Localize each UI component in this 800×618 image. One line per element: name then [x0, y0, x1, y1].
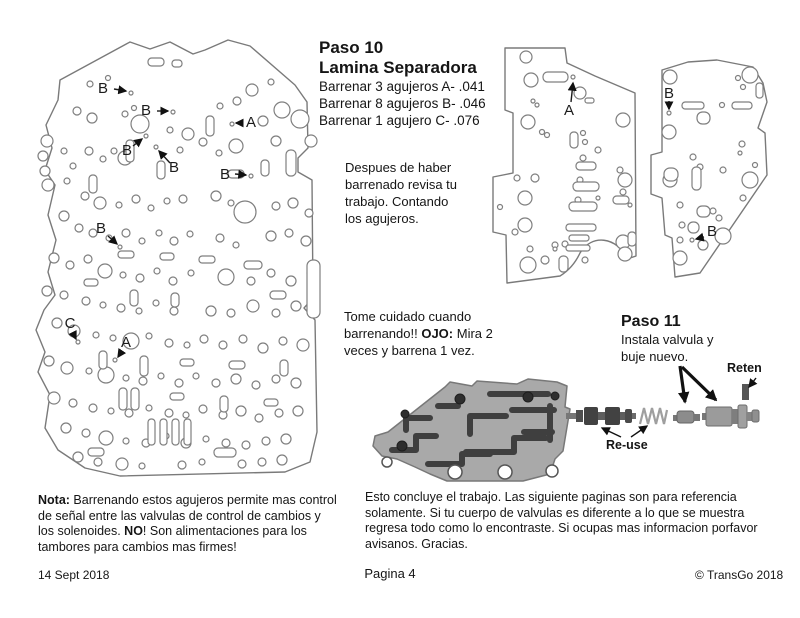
- nota-line4: tambores para cambios mas firmes!: [38, 539, 237, 554]
- callout-letter-C: C: [64, 315, 76, 332]
- footer-date: 14 Sept 2018: [38, 568, 110, 582]
- paso10-subtitle: Lamina Separadora: [319, 58, 477, 77]
- conclusion-paragraph: [365, 490, 758, 552]
- callout-letter-B: B: [121, 142, 133, 159]
- conclusion-line: solamente. Si tu cuerpo de valvulas es diferente a lo que se muestra: [365, 505, 745, 520]
- paso10-title: Paso 10: [319, 38, 384, 57]
- tome-line2-post: Mira 2: [453, 326, 493, 341]
- paso10-spec-a: Barrenar 3 agujeros A- .041: [319, 79, 485, 94]
- reused-spring-illustration: [640, 408, 667, 424]
- footer-page-number: Pagina 4: [364, 566, 416, 581]
- retainer-pin-illustration: [742, 384, 749, 400]
- nota-line3: [38, 524, 337, 540]
- nota-no-bold: NO: [124, 524, 143, 538]
- nota-line1-text: Barrenando estos agujeros permite mas control: [69, 493, 337, 507]
- callout-letter-A: A: [120, 334, 132, 351]
- paso11-title: Paso 11: [621, 313, 681, 330]
- conclusion-line: regresa todo como lo encontraste. Si ocupas mas informacion porfavor: [365, 521, 758, 535]
- tome-ojo-bold: OJO:: [421, 326, 454, 341]
- despues-line: trabajo. Contando: [345, 194, 449, 209]
- nota-line3-post: ! Son alimentaciones para los: [142, 524, 307, 538]
- nota-line1: [38, 493, 337, 509]
- callout-letter-B: B: [219, 166, 231, 183]
- callout-letter-B: B: [97, 80, 109, 97]
- separator-plate-main-diagram: [30, 22, 330, 482]
- callout-letter-B: B: [168, 159, 180, 176]
- reused-valve-illustration: [566, 407, 636, 425]
- tome-paragraph: [344, 308, 493, 359]
- despues-line: los agujeros.: [345, 211, 419, 226]
- callout-letter-B: B: [706, 223, 718, 240]
- conclusion-line: Esto concluye el trabajo. Las siguiente paginas son para referencia: [365, 490, 737, 504]
- footer-copyright: © TransGo 2018: [695, 568, 784, 582]
- conclusion-line: avisanos. Gracias.: [365, 536, 468, 551]
- callout-letter-A: A: [245, 114, 257, 131]
- separator-plate-middle-diagram: [485, 38, 645, 288]
- tome-line1: Tome cuidado cuando: [344, 309, 472, 324]
- reten-arrow: [749, 378, 756, 387]
- nota-paragraph: [38, 493, 337, 555]
- tome-line2: [344, 325, 493, 342]
- new-bushing-illustration: [702, 405, 759, 428]
- callout-letter-A: A: [563, 102, 575, 119]
- reten-label: Reten: [727, 361, 762, 375]
- tome-line2-pre: barrenando!!: [344, 326, 422, 341]
- despues-line: Despues de haber: [345, 160, 452, 175]
- callout-letter-B: B: [140, 102, 152, 119]
- plate-middle-outline: [493, 48, 636, 283]
- new-valve-illustration: [673, 411, 700, 423]
- callout-letter-B: B: [663, 85, 675, 102]
- nota-bold: Nota:: [38, 493, 70, 507]
- despues-paragraph: [345, 159, 457, 227]
- nota-line2: de señal entre las valvulas de control de cambios y: [38, 508, 321, 523]
- tome-line3: veces y barrena 1 vez.: [344, 343, 475, 358]
- despues-line: barrenado revisa tu: [345, 177, 458, 192]
- install-arrows: [680, 366, 716, 402]
- callout-letter-B: B: [95, 220, 107, 237]
- reuse-arrows: [602, 426, 647, 437]
- valve-body-illustration: [372, 374, 588, 484]
- paso11-line2: buje nuevo.: [621, 349, 689, 364]
- reuse-label: Re-use: [606, 438, 648, 452]
- paso10-spec-c: Barrenar 1 agujero C- .076: [319, 113, 480, 128]
- separator-plate-right-diagram: [648, 48, 793, 288]
- nota-line3-pre: los solenoides.: [38, 524, 125, 538]
- paso10-spec-b: Barrenar 8 agujeros B- .046: [319, 96, 486, 111]
- paso11-line1: Instala valvula y: [621, 332, 714, 347]
- paso10-heading-block: [319, 38, 486, 129]
